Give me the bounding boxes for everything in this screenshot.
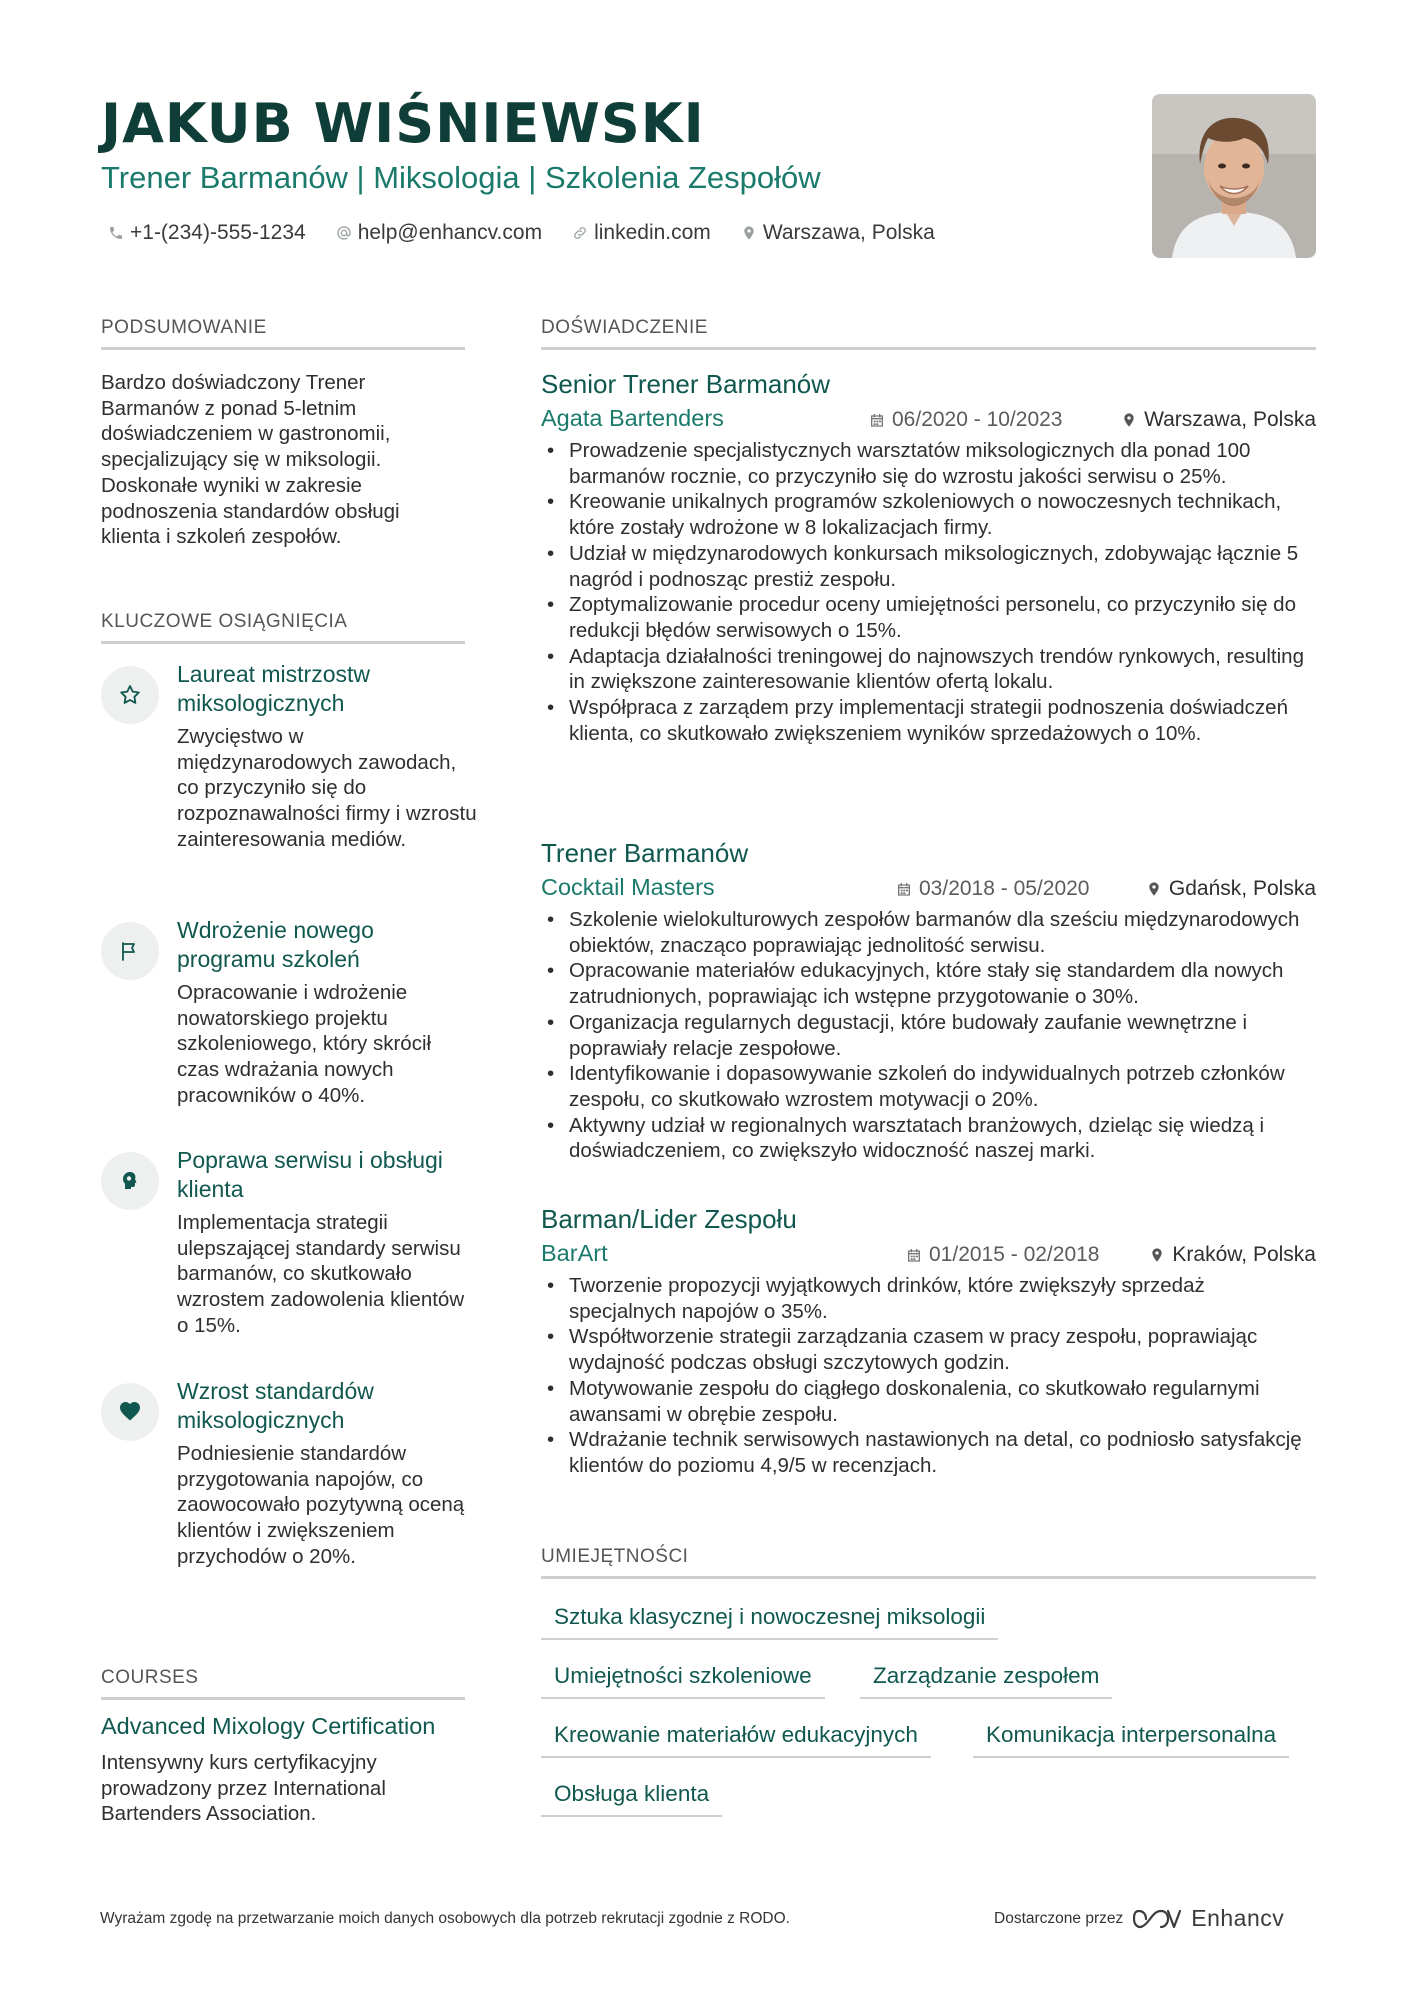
- email-text: help@enhancv.com: [357, 221, 543, 244]
- job-bullets: [541, 907, 1316, 1164]
- job-company: Cocktail Masters: [541, 874, 715, 900]
- achievement-desc: Podniesienie standardów przygotowania napojów, co zaowocowało pozytywną oceną klientów i zwiększeniem przychodów o 20%.: [177, 1442, 465, 1568]
- achievement-icon-wrap: [101, 666, 159, 724]
- achievement-item: [101, 1377, 471, 1597]
- achievement-desc: Implementacja strategii ulepszającej standardy serwisu barmanów, co skutkowało wzrostem zadowolenia klientów o 15%.: [177, 1211, 465, 1337]
- job-bullet: • Prowadzenie specjalistycznych warsztatów miksologicznych dla ponad 100 barmanów rocznie, co przyczyniło się do wzrostu jakości serwisu o 25%.: [541, 438, 1316, 489]
- powered-by-label: Dostarczone przez: [994, 1909, 1124, 1927]
- job-dates: [869, 408, 1062, 432]
- skill-tag: Zarządzanie zespołem: [860, 1663, 1112, 1699]
- calendar-icon: [906, 1247, 922, 1263]
- job-bullet: • Opracowanie materiałów edukacyjnych, które stały się standardem dla nowych zatrudnionych, poprawiając ich wstępne przygotowanie o 30%.: [541, 958, 1316, 1009]
- job-dates: [896, 877, 1089, 901]
- candidate-name: JAKUB WIŚNIEWSKI: [101, 92, 705, 155]
- job-bullet: • Współpraca z zarządem przy implementacji strategii podnoszenia doświadczeń klienta, co skutkowało zwiększeniem wyników sprzedażowych o 10%.: [541, 695, 1316, 746]
- head-brain-icon: [118, 1169, 142, 1193]
- job-location: [1146, 877, 1316, 901]
- achievements-heading: KLUCZOWE OSIĄGNIĘCIA: [101, 611, 465, 644]
- achievement-icon-wrap: [101, 1152, 159, 1210]
- job-company: BarArt: [541, 1240, 608, 1266]
- summary-heading: PODSUMOWANIE: [101, 317, 465, 350]
- skills-heading: UMIEJĘTNOŚCI: [541, 1546, 1316, 1579]
- achievement-title: Wdrożenie nowego programu szkoleń: [177, 917, 374, 972]
- achievement-item: [101, 916, 471, 1116]
- location-text: Warszawa, Polska: [762, 221, 935, 244]
- job-location-text: Warszawa, Polska: [1144, 408, 1316, 431]
- skill-tag: Kreowanie materiałów edukacyjnych: [541, 1722, 931, 1758]
- map-pin-icon: [741, 225, 757, 241]
- achievement-desc: Zwycięstwo w międzynarodowych zawodach, co przyczyniło się do rozpoznawalności firmy i wzrostu zainteresowania mediów.: [177, 725, 477, 851]
- job-meta: [541, 402, 1316, 438]
- experience-heading: DOŚWIADCZENIE: [541, 317, 1316, 350]
- job-title: Barman/Lider Zespołu: [541, 1204, 797, 1234]
- heart-icon: [118, 1400, 142, 1424]
- job-dates: [906, 1243, 1099, 1267]
- skill-tag: Obsługa klienta: [541, 1781, 722, 1817]
- achievement-title: Wzrost standardów miksologicznych: [177, 1378, 374, 1433]
- courses-heading: COURSES: [101, 1667, 465, 1700]
- achievement-icon-wrap: [101, 922, 159, 980]
- job-location-text: Kraków, Polska: [1172, 1243, 1316, 1266]
- course-title: Advanced Mixology Certification: [101, 1713, 436, 1739]
- linkedin-text: linkedin.com: [594, 221, 711, 244]
- job-meta: [541, 871, 1316, 907]
- achievement-title: Poprawa serwisu i obsługi klienta: [177, 1147, 443, 1202]
- map-pin-icon: [1149, 1247, 1165, 1263]
- summary-text: Bardzo doświadczony Trener Barmanów z ponad 5-letnim doświadczeniem w gastronomii, specjalizujący się w miksologii. Doskonałe wyniki w zakresie podnoszenia standardów obsługi klienta i szkoleń zespołów.: [101, 371, 400, 549]
- job-title: Senior Trener Barmanów: [541, 369, 831, 399]
- contact-email[interactable]: [336, 221, 542, 245]
- job-bullet: • Zoptymalizowanie procedur oceny umiejętności personelu, co przyczyniło się do redukcji błędów serwisowych o 15%.: [541, 592, 1316, 643]
- skill-tag: Umiejętności szkoleniowe: [541, 1663, 825, 1699]
- job-bullets: [541, 1273, 1316, 1479]
- job-bullet: • Wdrażanie technik serwisowych nastawionych na detal, co podniosło satysfakcję klientów do poziomu 4,9/5 w recenzjach.: [541, 1427, 1316, 1478]
- at-icon: [336, 225, 352, 241]
- job-location: [1149, 1243, 1316, 1267]
- contact-location: [741, 221, 935, 245]
- job-bullet: • Udział w międzynarodowych konkursach miksologicznych, zdobywając łącznie 5 nagród i podnosząc prestiż zespołu.: [541, 541, 1316, 592]
- job-location-text: Gdańsk, Polska: [1168, 877, 1316, 900]
- job-bullet: • Organizacja regularnych degustacji, które budowały zaufanie wewnętrzne i poprawiały relacje zespołowe.: [541, 1010, 1316, 1061]
- candidate-title: Trener Barmanów | Miksologia | Szkolenia Zespołów: [101, 160, 821, 195]
- job-bullet: • Tworzenie propozycji wyjątkowych drinków, które zwiększyły sprzedaż specjalnych napojów o 35%.: [541, 1273, 1316, 1324]
- job-bullet: • Adaptacja działalności treningowej do najnowszych trendów rynkowych, resulting in zwiększone zainteresowanie klientów ofertą lokalu.: [541, 644, 1316, 695]
- job-location: [1121, 408, 1316, 432]
- achievement-desc: Opracowanie i wdrożenie nowatorskiego projektu szkoleniowego, który skrócił czas wdrażania nowych pracowników o 40%.: [177, 981, 432, 1107]
- skill-tag: Sztuka klasycznej i nowoczesnej miksologii: [541, 1604, 998, 1640]
- achievement-icon-wrap: [101, 1383, 159, 1441]
- calendar-icon: [869, 412, 885, 428]
- phone-icon: [108, 225, 124, 241]
- gdpr-consent: Wyrażam zgodę na przetwarzanie moich danych osobowych dla potrzeb rekrutacji zgodnie z RODO.: [100, 1910, 790, 1927]
- job-dates-text: 01/2015 - 02/2018: [929, 1243, 1100, 1266]
- map-pin-icon: [1146, 881, 1162, 897]
- course-desc: Intensywny kurs certyfikacyjny prowadzony przez International Bartenders Association.: [101, 1751, 386, 1826]
- job-entry: [541, 837, 1316, 1164]
- contact-linkedin[interactable]: [572, 221, 711, 245]
- star-icon: [118, 683, 142, 707]
- job-bullets: [541, 438, 1316, 746]
- job-dates-text: 03/2018 - 05/2020: [919, 877, 1090, 900]
- phone-text: +1-(234)-555-1234: [130, 221, 306, 244]
- job-meta: [541, 1237, 1316, 1273]
- job-entry: [541, 368, 1316, 746]
- achievement-item: [101, 660, 477, 880]
- job-bullet: • Współtworzenie strategii zarządzania czasem w pracy zespołu, poprawiając wydajność podczas obsługi szczytowych godzin.: [541, 1324, 1316, 1375]
- map-pin-icon: [1121, 412, 1137, 428]
- skill-tag: Komunikacja interpersonalna: [973, 1722, 1289, 1758]
- job-entry: [541, 1203, 1316, 1479]
- flag-icon: [118, 939, 142, 963]
- achievement-title: Laureat mistrzostw miksologicznych: [177, 661, 371, 716]
- job-bullet: • Identyfikowanie i dopasowywanie szkoleń do indywidualnych potrzeb członków zespołu, co skutkowało wzrostem motywacji o 20%.: [541, 1061, 1316, 1112]
- job-bullet: • Szkolenie wielokulturowych zespołów barmanów dla sześciu międzynarodowych obiektów, znacząco poprawiając jednolitość serwisu.: [541, 907, 1316, 958]
- job-title: Trener Barmanów: [541, 838, 749, 868]
- link-icon: [572, 225, 588, 241]
- enhancv-logo-icon: [1133, 1907, 1181, 1931]
- job-bullet: • Motywowanie zespołu do ciągłego doskonalenia, co skutkowało regularnymi awansami w obrębie zespołu.: [541, 1376, 1316, 1427]
- job-dates-text: 06/2020 - 10/2023: [892, 408, 1063, 431]
- achievement-item: [101, 1146, 471, 1346]
- enhancv-brand: Enhancv: [1191, 1905, 1285, 1931]
- contact-row: [108, 221, 935, 245]
- job-bullet: • Kreowanie unikalnych programów szkoleniowych o nowoczesnych technikach, które zostały wdrożone w 8 lokalizacjach firmy.: [541, 489, 1316, 540]
- job-bullet: • Aktywny udział w regionalnych warsztatach branżowych, dzieląc się wiedzą i doświadczeniem, co zwiększyło widoczność naszej marki.: [541, 1113, 1316, 1164]
- calendar-icon: [896, 881, 912, 897]
- profile-photo: [1152, 94, 1316, 258]
- contact-phone[interactable]: [108, 221, 306, 245]
- job-company: Agata Bartenders: [541, 405, 724, 431]
- powered-by[interactable]: [994, 1905, 1284, 1932]
